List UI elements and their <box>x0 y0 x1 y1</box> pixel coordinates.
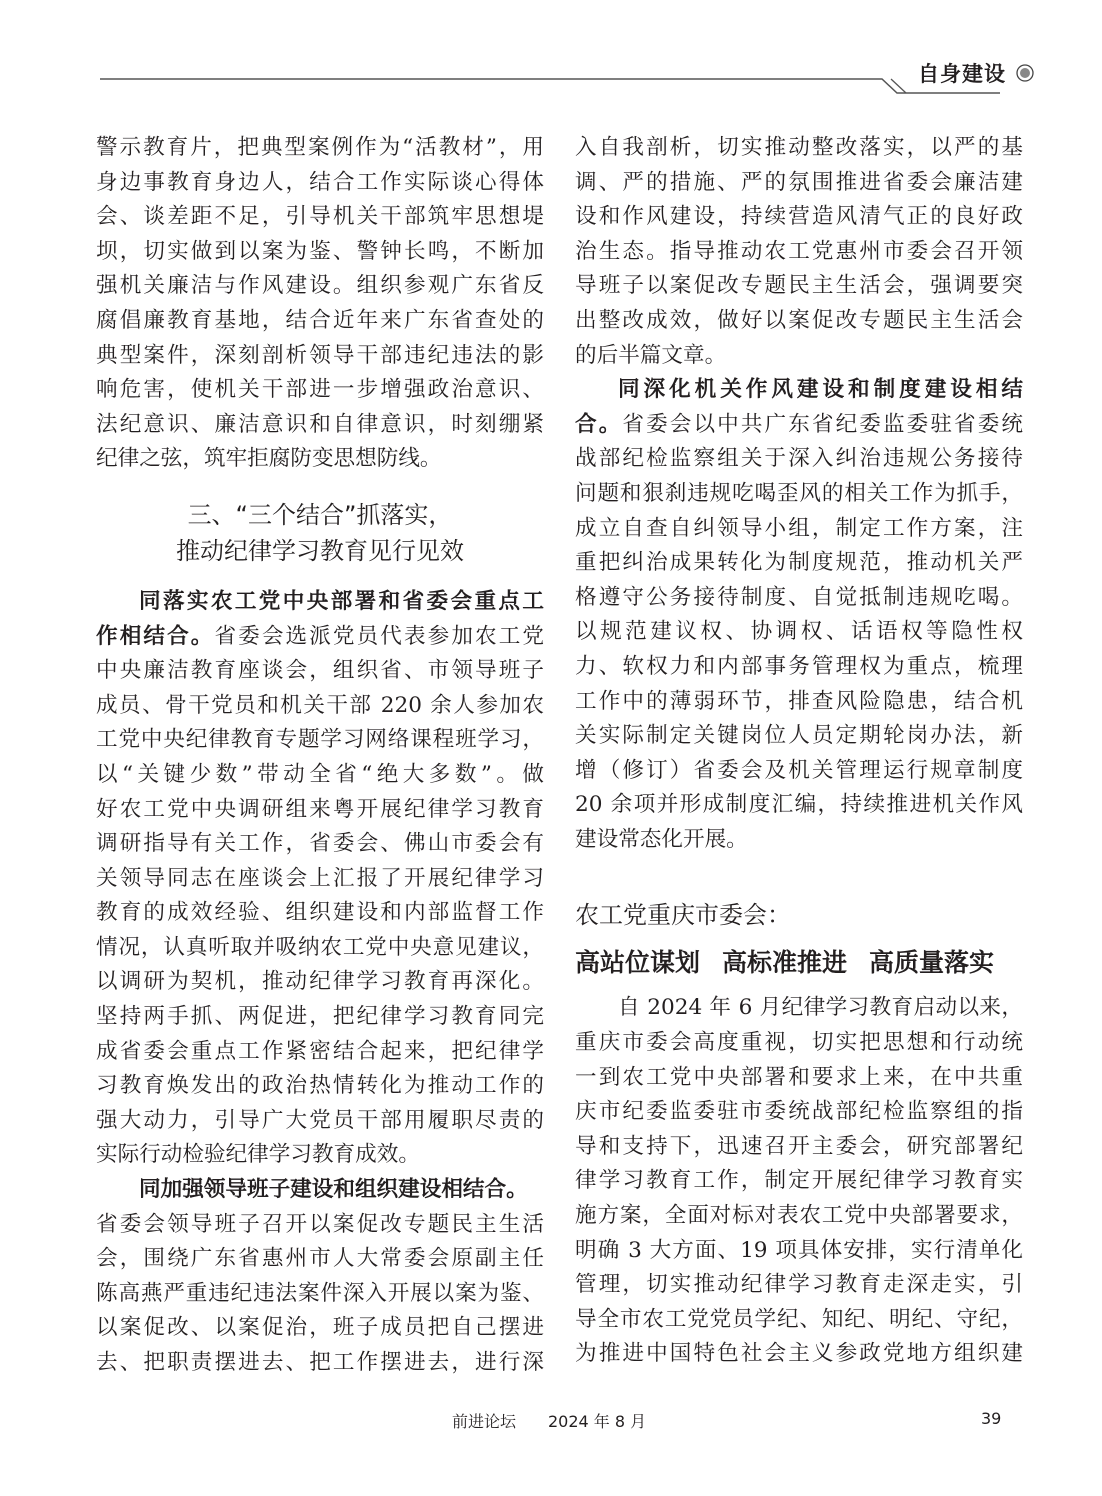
para-line: 工党中央纪律教育专题学习网络课程班学习， <box>96 727 544 753</box>
para-line: 问题和狠刹违规吃喝歪风的相关工作为抓手， <box>575 480 1023 506</box>
para-line: 重把纠治成果转化为制度规范，推动机关严 <box>575 550 1023 576</box>
para-line: 警示教育片，把典型案例作为“活教材”，用 <box>96 135 544 160</box>
para-line: 入自我剖析，切实推动整改落实，以严的基 <box>575 135 1023 160</box>
para-line: 导班子以案促改专题民主生活会，强调要突 <box>575 273 1023 299</box>
section-heading <box>96 497 544 569</box>
para-line: 治生态。指导推动农工党惠州市委会召开领 <box>575 238 1023 264</box>
para-line-rest: 省委会以中共广东省纪委监委驻省委统 <box>622 411 1023 437</box>
para-line: 调研指导有关工作，省委会、佛山市委会有 <box>96 831 544 857</box>
para-line: 战部纪检监察组关于深入纠治违规公务接待 <box>575 446 1023 472</box>
para-line: 以规范建议权、协调权、话语权等隐性权 <box>575 619 1023 645</box>
para-lead-bold: 同深化机关作风建设和制度建设相结 <box>618 377 1023 403</box>
para-line: 法纪意识、廉洁意识和自律意识，时刻绷紧 <box>96 411 544 437</box>
para-line: 格遵守公务接待制度、自觉抵制违规吃喝。 <box>575 584 1023 610</box>
left-para-1 <box>96 131 544 477</box>
right-para-3 <box>575 991 1023 1372</box>
para-line: 腐倡廉教育基地，结合近年来广东省查处的 <box>96 307 544 333</box>
para-line: 重庆市委会高度重视，切实把思想和行动统 <box>575 1030 1023 1056</box>
para-line: 以“关键少数”带动全省“绝大多数”。做 <box>96 761 544 787</box>
footer-publication: 前进论坛 <box>452 1412 517 1431</box>
article-title-part: 高标准推进 <box>722 948 848 978</box>
section-heading-line-1: 三、“三个结合”抓落实， <box>187 500 453 529</box>
para-line: 庆市纪委监委驻市委统战部纪检监察组的指 <box>575 1099 1023 1125</box>
para-line: 工作中的薄弱环节，排查风险隐患，结合机 <box>575 688 1023 714</box>
para-line: 坝，切实做到以案为鉴、警钟长鸣，不断加 <box>96 238 544 264</box>
para-line: 为推进中国特色社会主义参政党地方组织建 <box>575 1341 1023 1367</box>
para-line: 身边事教育身边人，结合工作实际谈心得体 <box>96 169 544 195</box>
page-number: 39 <box>981 1409 1002 1428</box>
para-line: 以调研为契机，推动纪律学习教育再深化。 <box>96 969 544 995</box>
header-line-accent <box>891 79 906 93</box>
left-para-3 <box>96 1173 544 1381</box>
para-line: 建设常态化开展。 <box>575 826 748 852</box>
para-line: 习教育焕发出的政治热情转化为推动工作的 <box>96 1073 544 1099</box>
para-line: 会、谈差距不足，引导机关干部筑牢思想堤 <box>96 204 544 230</box>
para-line: 一到农工党中央部署和要求上来，在中共重 <box>575 1064 1023 1090</box>
para-line: 设和作风建设，持续营造风清气正的良好政 <box>575 204 1023 230</box>
para-line: 关实际制定关键岗位人员定期轮岗办法，新 <box>575 723 1023 749</box>
para-line: 20 余项并形成制度汇编，持续推进机关作风 <box>575 792 1023 818</box>
para-line-rest: 省委会选派党员代表参加农工党 <box>214 623 544 649</box>
para-line: 中央廉洁教育座谈会，组织省、市领导班子 <box>96 658 544 684</box>
left-para-2 <box>96 585 544 1173</box>
article-org: 农工党重庆市委会： <box>575 901 791 930</box>
para-lead-bold: 同加强领导班子建设和组织建设相结合。 <box>139 1177 528 1203</box>
para-line: 成员、骨干党员和机关干部 220 余人参加农 <box>96 692 544 718</box>
para-line: 坚持两手抓、两促进，把纪律学习教育同完 <box>96 1004 544 1030</box>
para-line: 律学习教育工作，制定开展纪律学习教育实 <box>575 1168 1023 1194</box>
para-line: 以案促改、以案促治，班子成员把自己摆进 <box>96 1315 544 1341</box>
right-para-1 <box>575 131 1023 373</box>
para-line: 成省委会重点工作紧密结合起来，把纪律学 <box>96 1038 544 1064</box>
para-line: 明确 3 大方面、19 项具体安排，实行清单化 <box>575 1237 1023 1263</box>
para-line: 导和支持下，迅速召开主委会，研究部署纪 <box>575 1133 1023 1159</box>
article-title <box>575 945 1023 981</box>
para-lead-bold-end: 作相结合。 <box>96 623 215 649</box>
para-line: 出整改成效，做好以案促改专题民主生活会 <box>575 307 1023 333</box>
left-column <box>96 131 544 1381</box>
para-line: 去、把职责摆进去、把工作摆进去，进行深 <box>96 1350 544 1375</box>
para-line: 好农工党中央调研组来粤开展纪律学习教育 <box>96 796 544 822</box>
para-line: 施方案，全面对标对表农工党中央部署要求， <box>575 1203 1023 1229</box>
para-lead-bold-end: 合。 <box>575 411 623 437</box>
bullseye-icon <box>1017 65 1033 81</box>
para-line: 自 2024 年 6 月纪律学习教育启动以来， <box>618 995 1023 1021</box>
section-label: 自身建设 <box>918 61 1006 86</box>
article-title-part: 高站位谋划 <box>575 948 701 978</box>
para-line: 成立自查自纠领导小组，制定工作方案，注 <box>575 515 1023 541</box>
para-line <box>96 620 544 655</box>
para-line: 陈高燕严重违纪违法案件深入开展以案为鉴、 <box>96 1280 544 1306</box>
para-line: 力、软权力和内部事务管理权为重点，梳理 <box>575 653 1023 679</box>
para-line: 关领导同志在座谈会上汇报了开展纪律学习 <box>96 865 544 891</box>
para-lead-bold: 同落实农工党中央部署和省委会重点工 <box>139 588 544 614</box>
para-line: 增（修订）省委会及机关管理运行规章制度 <box>575 757 1023 783</box>
para-line: 教育的成效经验、组织建设和内部监督工作 <box>96 900 544 926</box>
para-line: 的后半篇文章。 <box>575 342 727 368</box>
para-line: 会，围绕广东省惠州市人大常委会原副主任 <box>96 1246 544 1272</box>
header-line <box>100 79 1000 93</box>
para-line: 情况，认真听取并吸纳农工党中央意见建议， <box>96 934 544 960</box>
footer-date: 2024 年 8 月 <box>548 1412 647 1431</box>
header-rule <box>0 0 1102 110</box>
para-line: 导全市农工党党员学纪、知纪、明纪、守纪， <box>575 1306 1023 1332</box>
para-line: 典型案件，深刻剖析领导干部违纪违法的影 <box>96 342 544 368</box>
right-column <box>575 131 1023 1372</box>
para-line: 调、严的措施、严的氛围推进省委会廉洁建 <box>575 169 1023 195</box>
para-line <box>575 408 1023 443</box>
para-line: 纪律之弦，筑牢拒腐防变思想防线。 <box>96 446 442 472</box>
section-heading-line-2: 推动纪律学习教育见行见效 <box>176 536 464 565</box>
para-line: 强机关廉洁与作风建设。组织参观广东省反 <box>96 273 544 299</box>
para-line: 省委会领导班子召开以案促改专题民主生活 <box>96 1211 544 1237</box>
right-para-2 <box>575 373 1023 857</box>
para-line: 响危害，使机关干部进一步增强政治意识、 <box>96 377 544 403</box>
para-line: 实际行动检验纪律学习教育成效。 <box>96 1142 420 1168</box>
article-title-part: 高质量落实 <box>869 948 995 978</box>
para-line: 管理，切实推动纪律学习教育走深走实，引 <box>575 1272 1023 1298</box>
para-line: 强大动力，引导广大党员干部用履职尽责的 <box>96 1107 544 1133</box>
